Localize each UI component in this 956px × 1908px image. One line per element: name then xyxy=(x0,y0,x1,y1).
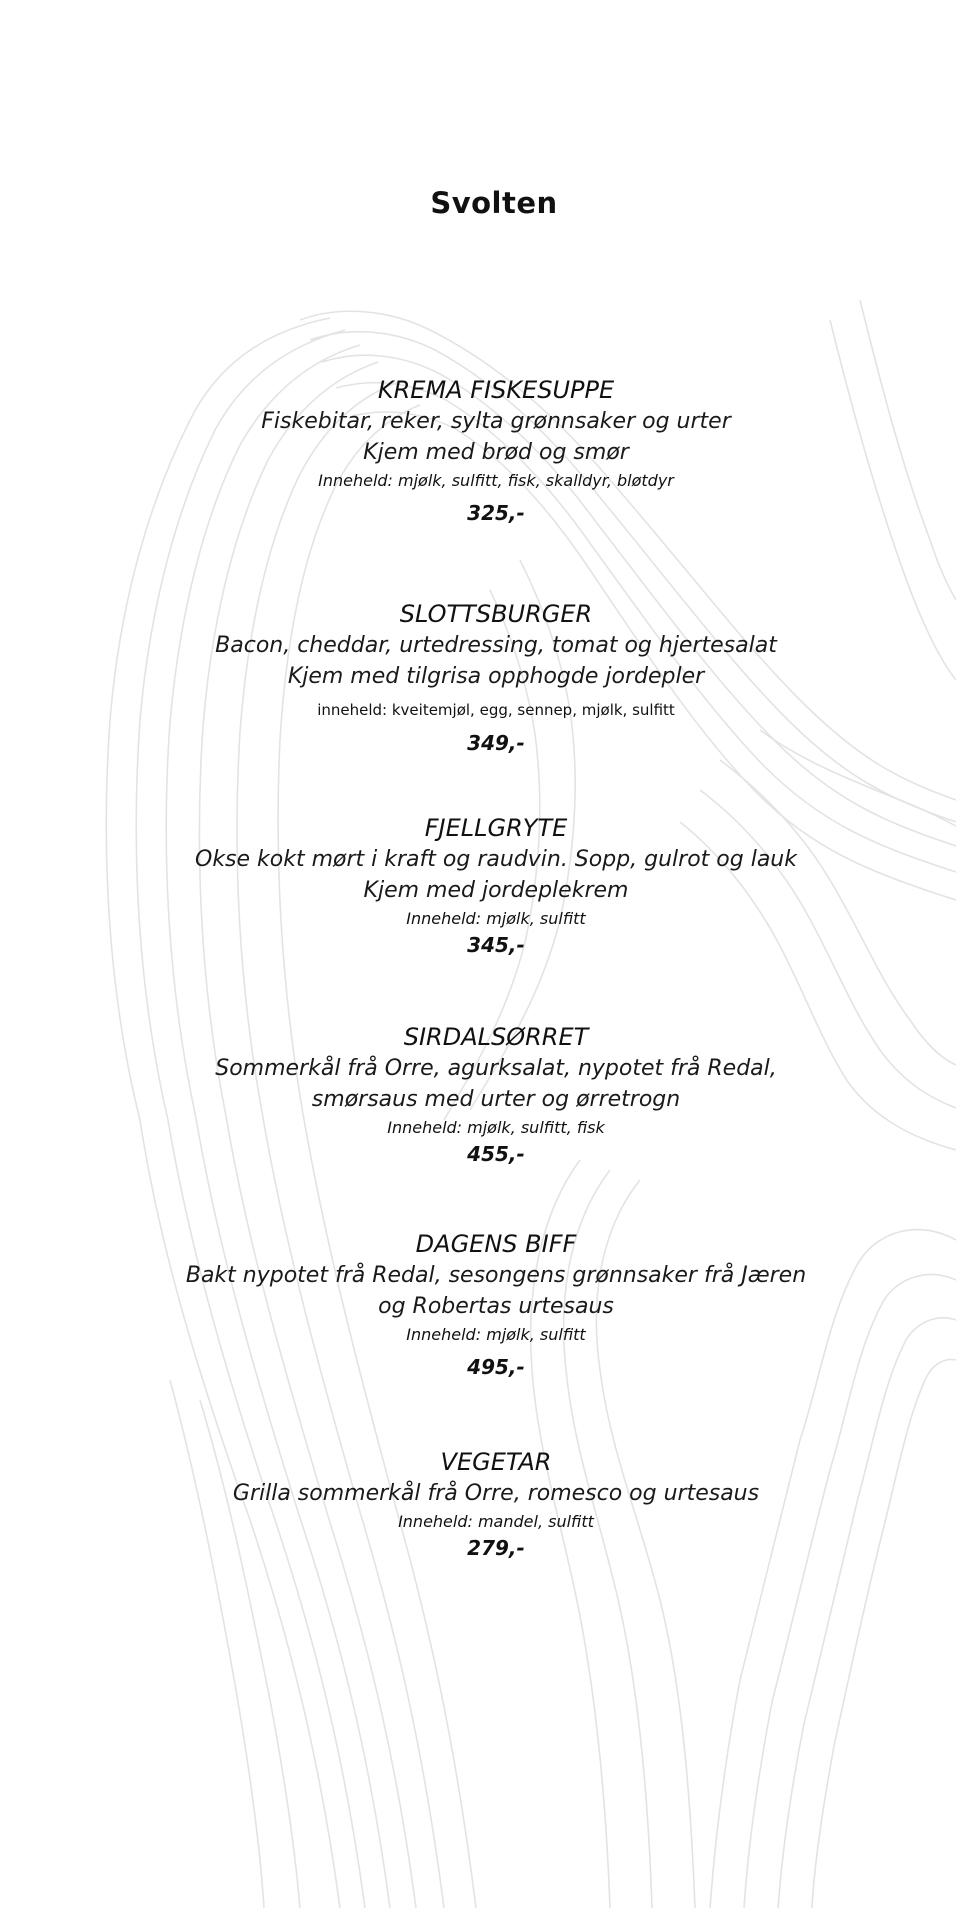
allergen-info: Inneheld: mjølk, sulfitt, fisk xyxy=(387,1118,605,1137)
dish-description: Grilla sommerkål frå Orre, romesco og urtesaus xyxy=(232,1481,760,1506)
dish-price: 345,- xyxy=(467,933,525,957)
allergen-info: Inneheld: mjølk, sulfitt xyxy=(406,909,586,928)
dish-name: DAGENS BIFF xyxy=(415,1230,577,1258)
menu-item-fjellgryte xyxy=(0,812,956,959)
dish-description: Kjem med jordeplekrem xyxy=(363,878,629,903)
allergen-info: Inneheld: mjølk, sulfitt, fisk, skalldyr, bløtdyr xyxy=(318,471,674,490)
dish-description: Kjem med tilgrisa opphogde jordepler xyxy=(287,664,705,689)
dish-name: VEGETAR xyxy=(440,1448,552,1476)
dish-price: 495,- xyxy=(467,1355,525,1379)
dish-description: Sommerkål frå Orre, agurksalat, nypotet frå Redal, xyxy=(215,1056,777,1081)
dish-description: og Robertas urtesaus xyxy=(378,1294,614,1319)
menu-item-dagens-biff xyxy=(0,1228,956,1381)
dish-name: SIRDALSØRRET xyxy=(403,1023,589,1051)
allergen-info: Inneheld: mandel, sulfitt xyxy=(398,1512,594,1531)
allergen-info: Inneheld: mjølk, sulfitt xyxy=(406,1325,586,1344)
dish-description: Bacon, cheddar, urtedressing, tomat og hjertesalat xyxy=(215,633,777,658)
dish-name: FJELLGRYTE xyxy=(424,814,568,842)
allergen-info: inneheld: kveitemjøl, egg, sennep, mjølk, sulfitt xyxy=(317,701,675,719)
dish-description: Okse kokt mørt i kraft og raudvin. Sopp, gulrot og lauk xyxy=(195,847,797,872)
menu-item-sirdalsorret xyxy=(0,1021,956,1168)
dish-description: Bakt nypotet frå Redal, sesongens grønnsaker frå Jæren xyxy=(185,1263,807,1288)
menu-item-slottsburger xyxy=(0,598,956,757)
page-title: Svolten xyxy=(430,186,558,220)
dish-name: KREMA FISKESUPPE xyxy=(377,376,615,404)
dish-description: Kjem med brød og smør xyxy=(363,440,629,465)
dish-description: Fiskebitar, reker, sylta grønnsaker og urter xyxy=(261,409,731,434)
dish-price: 279,- xyxy=(467,1536,525,1560)
dish-description: smørsaus med urter og ørretrogn xyxy=(311,1087,681,1112)
menu-item-krema-fiskesuppe xyxy=(0,374,956,527)
dish-name: SLOTTSBURGER xyxy=(399,600,593,628)
dish-price: 349,- xyxy=(467,731,525,755)
dish-price: 325,- xyxy=(467,501,525,525)
menu-item-vegetar xyxy=(0,1446,956,1562)
dish-price: 455,- xyxy=(467,1142,525,1166)
